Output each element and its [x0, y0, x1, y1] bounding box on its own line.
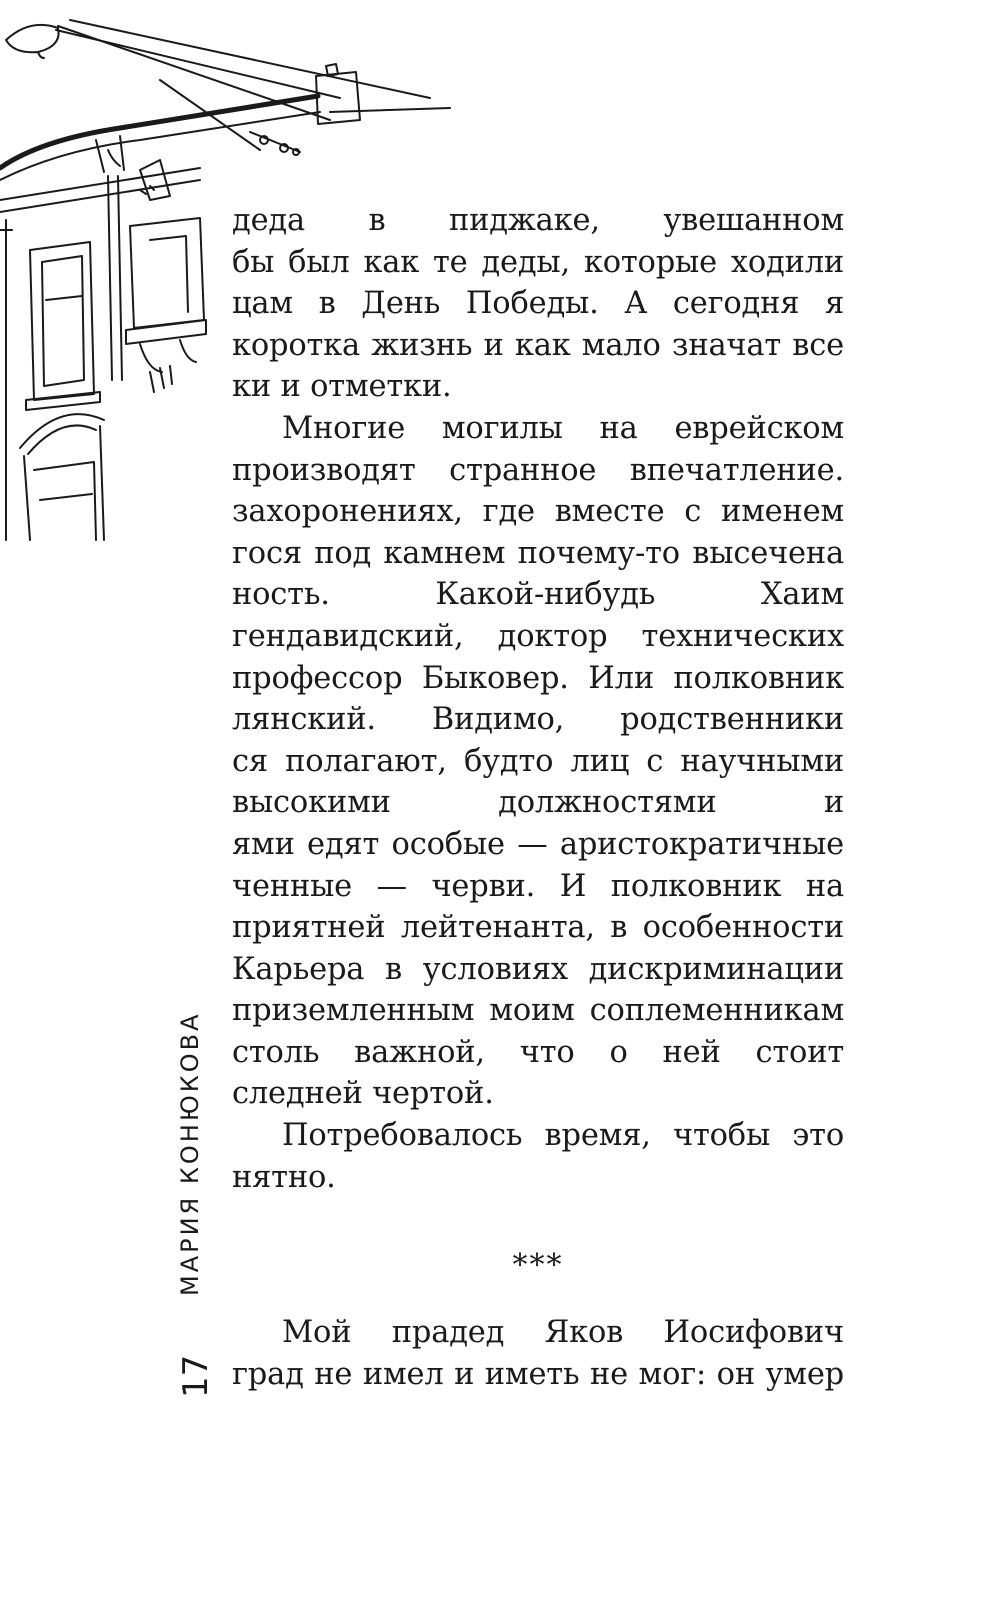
- text-line: следней чертой.: [232, 1076, 494, 1112]
- text-line: лянский. Видимо, родственники: [232, 702, 844, 738]
- text-line: ки и отметки.: [232, 369, 452, 405]
- text-line: деда в пиджаке, увешанном: [232, 203, 844, 238]
- text-line: гендавидский, доктор технических: [232, 618, 844, 654]
- text-line: производят странное впечатление.: [232, 452, 844, 488]
- text-line: Многие могилы на еврейском: [282, 410, 844, 446]
- running-head-author: МАРИЯ КОНЮКОВА: [176, 1011, 204, 1296]
- text-line: град не имел и иметь не мог: он умер: [232, 1356, 844, 1392]
- text-line: приятней лейтенанта, в особенности: [232, 910, 844, 946]
- text-line: профессор Быковер. Или полковник: [232, 660, 844, 696]
- text-line: ся полагают, будто лиц с научными: [232, 743, 844, 779]
- text-line: бы был как те деды, которые ходили: [232, 244, 844, 280]
- body-text-section-1: [232, 200, 844, 1198]
- page-number: 17: [176, 1354, 216, 1398]
- text-line: ность. Какой-нибудь Хаим: [232, 577, 844, 613]
- text-line: высокими должностями и: [232, 785, 844, 821]
- text-line: гося под камнем почему-то высечена: [232, 535, 844, 571]
- text-line: цам в День Победы. А сегодня я: [232, 286, 844, 322]
- text-line: ченные — черви. И полковник на: [232, 868, 844, 904]
- text-line: Мой прадед Яков Иосифович: [282, 1315, 844, 1350]
- section-separator: ***: [512, 1248, 564, 1283]
- text-line: ями едят особые — аристократичные: [232, 826, 844, 862]
- body-text-section-2: [232, 1312, 844, 1395]
- text-line: Карьера в условиях дискриминации: [232, 951, 844, 987]
- text-line: захоронениях, где вместе с именем: [232, 494, 844, 530]
- text-line: нятно.: [232, 1159, 336, 1195]
- text-line: приземленным моим соплеменникам: [232, 993, 844, 1029]
- text-line: Потребовалось время, чтобы это: [282, 1118, 844, 1154]
- text-line: коротка жизнь и как мало значат все: [232, 327, 844, 363]
- text-line: столь важной, что о ней стоит: [232, 1034, 844, 1070]
